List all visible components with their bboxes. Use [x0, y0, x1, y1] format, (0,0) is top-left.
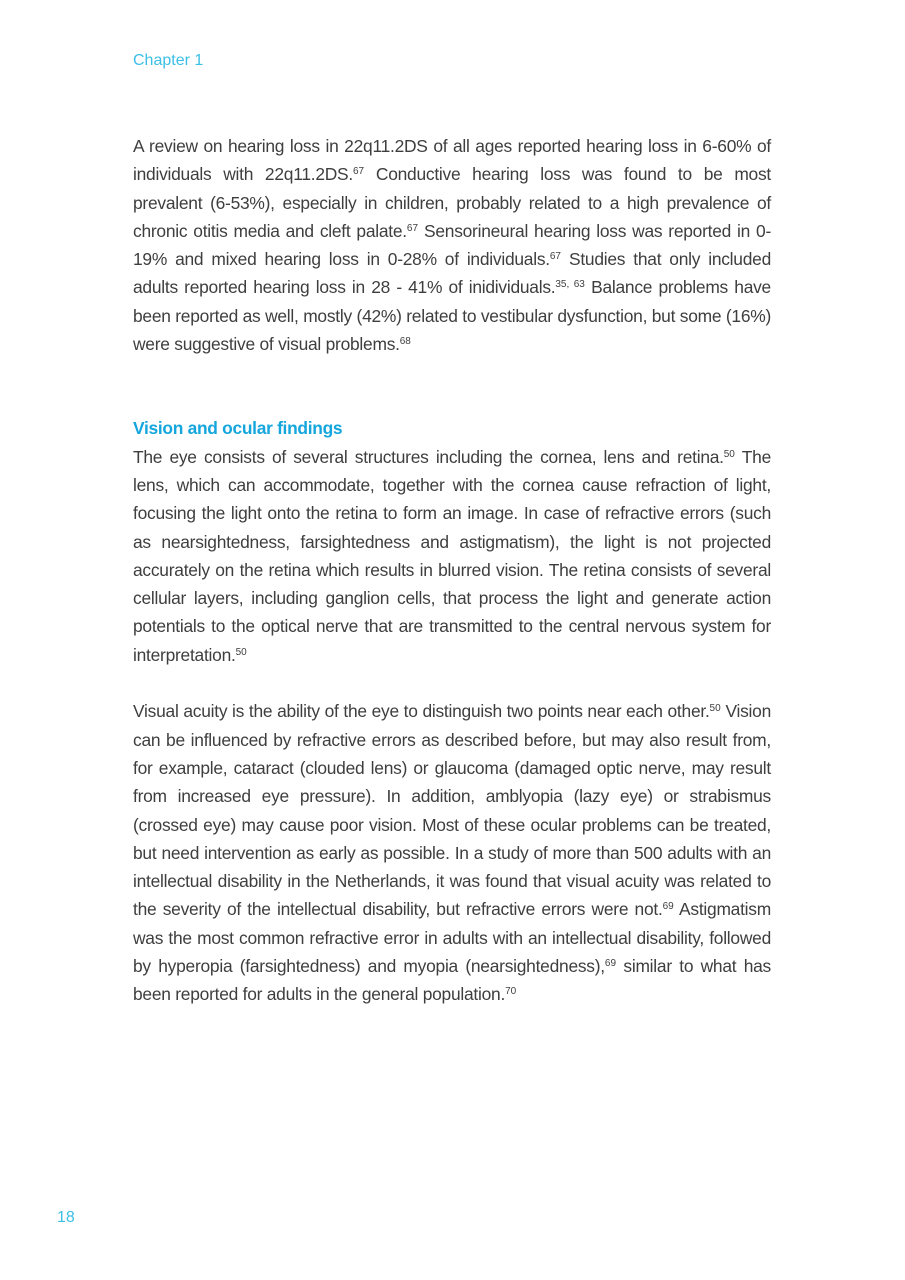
- citation-superscript: 68: [399, 336, 411, 348]
- text-segment: Vision can be influenced by refractive errors as described before, but may also result from, for example, cataract (clouded lens) or glaucoma (damaged optic nerve, may result from increased eye pressure). In addition, amblyopia (lazy eye) or strabismus (crossed eye) may cause poor vision. Most of these ocular problems can be treated, but need intervention as early as possible. In a study of more than 500 adults with an intellectual disability in the Netherlands, it was found that visual acuity was related to the severity of the intellectual disability, but refractive errors were not.: [133, 701, 771, 920]
- citation-superscript: 69: [662, 901, 674, 913]
- citation-superscript: 69: [604, 958, 617, 970]
- citation-superscript: 70: [505, 986, 517, 998]
- citation-superscript: 67: [549, 251, 561, 263]
- text-segment: The lens, which can accommodate, together with the cornea cause refraction of light, focusing the light onto the retina to form an image. In case of refractive errors (such as nearsightedness, farsightedness and astigmatism), the light is not projected accurately on the retina which results in blurred vision. The retina consists of several cellular layers, including ganglion cells, that process the light and generate action potentials to the optical nerve that are transmitted to the central nervous system for interpretation.: [133, 446, 771, 665]
- citation-superscript: 50: [723, 448, 735, 460]
- paragraph-hearing-loss: [133, 132, 771, 358]
- section-heading: Vision and ocular findings: [133, 418, 343, 439]
- paragraph-eye-structure: [133, 443, 771, 669]
- body-content: [133, 132, 771, 1009]
- text-segment: Astigmatism was the most common refractive error in adults with an intellectual disability, followed by hyperopia (farsightedness) and myopia (nearsightedness),: [133, 899, 771, 977]
- text-segment: Sensorineural hearing loss was reported in 0-19% and mixed hearing loss in 0-28% of individuals.: [133, 220, 771, 270]
- page-number: 18: [57, 1209, 75, 1226]
- text-segment: Visual acuity is the ability of the eye to distinguish two points near each other.: [133, 701, 710, 722]
- paragraph-visual-acuity: [133, 697, 771, 1008]
- citation-superscript: 35, 63: [555, 279, 585, 291]
- text-segment: The eye consists of several structures including the cornea, lens and retina.: [133, 446, 724, 467]
- running-head: Chapter 1: [133, 52, 204, 69]
- citation-superscript: 50: [709, 703, 721, 715]
- text-segment: Studies that only included adults reported hearing loss in 28 - 41% of inidividuals.: [133, 249, 771, 298]
- text-segment: Conductive hearing loss was found to be most prevalent (6-53%), especially in children, probably related to a high prevalence of chronic otitis media and cleft palate.: [133, 164, 772, 241]
- text-segment: similar to what has been reported for adults in the general population.: [133, 956, 771, 1005]
- citation-superscript: 50: [235, 646, 247, 658]
- text-segment: Balance problems have been reported as well, mostly (42%) related to vestibular dysfunction, but some (16%) were suggestive of visual problems.: [133, 277, 771, 355]
- citation-superscript: 67: [406, 222, 419, 234]
- text-segment: A review on hearing loss in 22q11.2DS of all ages reported hearing loss in 6-60% of individuals with 22q11.2DS.: [133, 136, 771, 185]
- citation-superscript: 67: [353, 166, 365, 178]
